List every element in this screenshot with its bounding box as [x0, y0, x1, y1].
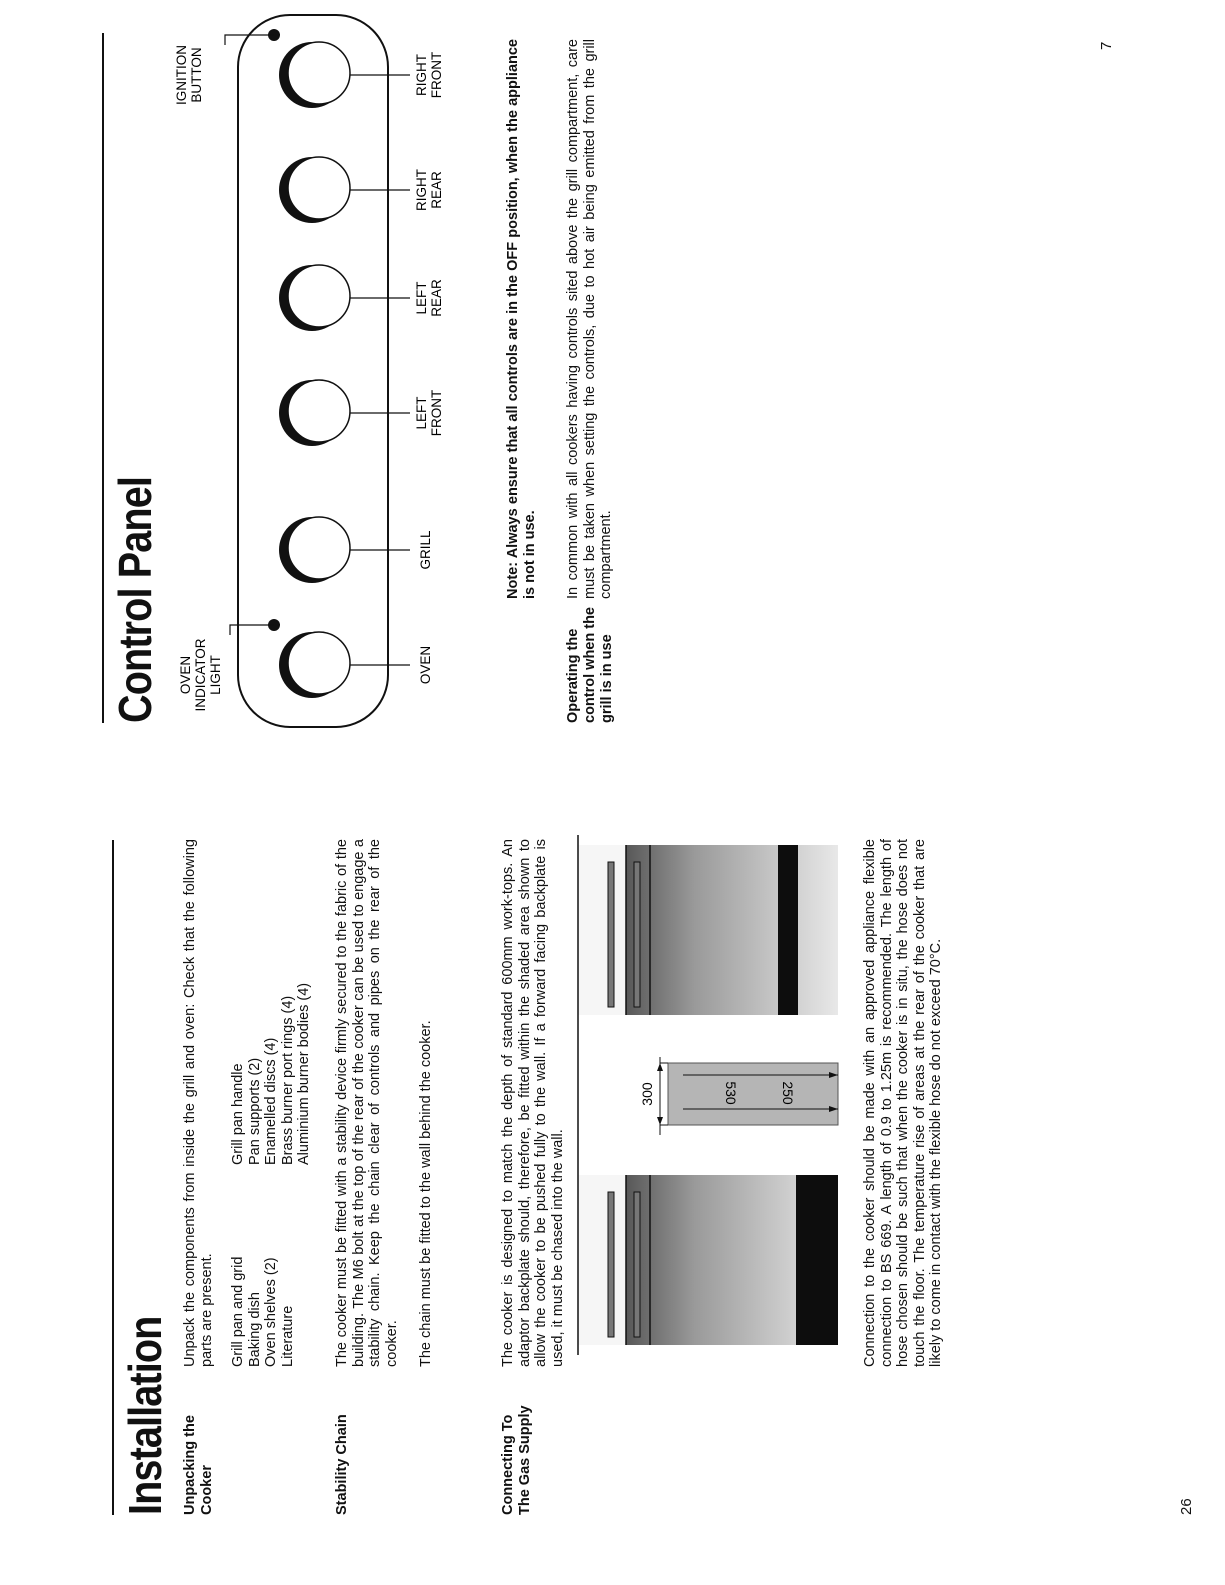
list-item: Literature [279, 1305, 296, 1367]
panel-outline [238, 15, 388, 727]
left-front-label-2: FRONT [429, 389, 444, 437]
title-rule [102, 33, 104, 723]
grill-label: GRILL [418, 530, 433, 570]
left-front-label-1: LEFT [414, 396, 429, 430]
gas-text: The cooker is designed to match the depth of standard 600mm work-tops. An adaptor backplate should, therefore, be fitted within the shaded area shown to allow the cooker to be pushed fully to the wall. If a forward facing backplate is used, it must be chased into the wall. [500, 839, 566, 1367]
control-panel-diagram [160, 5, 460, 735]
gas-text-2: Connection to the cooker should be made with an approved appliance flexible connection to BS 669. A length of 0.9 to 1.25m is recommended. The length of hose chosen should be such that when the cooker is in situ, the hose does not touch the floor. The temperature rise of areas at the rear of the cooker that are likely to come in contact with the flexible hose do not exceed 70°C. [862, 839, 944, 1367]
right-cabinet [578, 845, 838, 1015]
right-front-label-1: RIGHT [414, 54, 429, 96]
ignition-label-2: BUTTON [189, 47, 204, 103]
unpacking-intro: Unpack the components from inside the grill and oven: Check that the following parts are present. [182, 839, 215, 1367]
dim-530-label: 530 [723, 1081, 739, 1105]
oven-indicator-label-2: INDICATOR [193, 638, 208, 712]
right-rear-label-2: REAR [429, 171, 444, 209]
section-label-gas: Connecting To The Gas Supply [500, 1405, 533, 1515]
section-label-operating: Operating the control when the grill is in use [565, 607, 615, 723]
page-number-right: 7 [1098, 41, 1115, 50]
oven-indicator-label-3: LIGHT [208, 655, 223, 695]
dim-250-label: 250 [780, 1081, 796, 1105]
safety-note: Note: Always ensure that all controls are in the OFF position, when the appliance is not in use. [505, 39, 538, 599]
parts-list-1 [230, 1257, 296, 1367]
parts-list-2 [230, 983, 313, 1165]
left-rear-label-2: REAR [429, 279, 444, 317]
list-item: Grill pan handle [230, 1063, 246, 1165]
control-panel-page [0, 0, 1225, 785]
page-title: Installation [119, 1316, 171, 1515]
list-item: Oven shelves (2) [263, 1257, 279, 1367]
ignition-label-1: IGNITION [174, 45, 189, 105]
stability-text-2: The chain must be fitted to the wall behind the cooker. [418, 1020, 434, 1367]
page-number-left: 26 [1178, 1498, 1195, 1515]
list-item: Baking dish [246, 1292, 263, 1367]
backplate-diagram [568, 835, 844, 1365]
oven-indicator-label-1: OVEN [178, 655, 193, 695]
right-front-label-2: FRONT [429, 51, 444, 99]
list-item: Pan supports (2) [246, 1057, 263, 1165]
operating-text: In common with all cookers having controls sited above the grill compartment, care must be taken when setting the controls, due to hot air being emitted from the grill compartment. [565, 39, 614, 599]
page-title: Control Panel [109, 477, 161, 723]
section-label-unpacking: Unpacking the Cooker [182, 1415, 215, 1515]
right-rear-label-1: RIGHT [414, 169, 429, 211]
section-label-stability: Stability Chain [334, 1414, 350, 1515]
list-item: Aluminium burner bodies (4) [296, 982, 312, 1165]
dim-300-label: 300 [639, 1082, 655, 1106]
left-cabinet [578, 1175, 838, 1345]
title-rule [112, 840, 114, 1515]
list-item: Grill pan and grid [230, 1256, 246, 1367]
stability-text: The cooker must be fitted with a stability device firmly secured to the fabric of the building. The M6 bolt at the top of the rear of the cooker can be used to engage a stability chain. Keep the chain clear of controls and pipes on the rear of the cooker. [334, 839, 400, 1367]
left-rear-label-1: LEFT [414, 281, 429, 315]
list-item: Enamelled discs (4) [263, 1037, 279, 1165]
shaded-backplate-area [668, 1063, 838, 1125]
installation-page [0, 785, 1225, 1585]
oven-label: OVEN [418, 645, 433, 685]
list-item: Brass burner port rings (4) [279, 995, 296, 1165]
